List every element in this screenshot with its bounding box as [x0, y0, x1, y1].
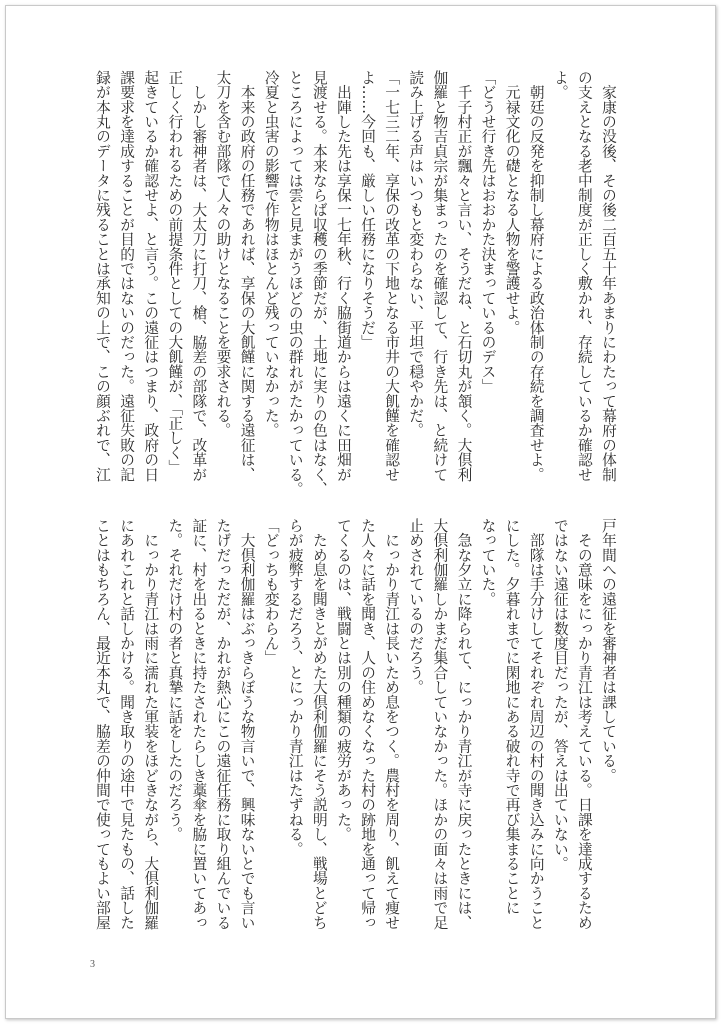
- text-line: 家康の没後、その後二百五十年あまりにわたって幕府の体制: [600, 70, 617, 482]
- text-line: しかし審神者は、大太刀に打刀、槍、脇差の部隊で、改革が: [190, 70, 208, 482]
- text-line: の支えとなる老中制度が正しく敷かれ、存続しているか確認せ: [575, 70, 593, 482]
- text-line: 「どうせ行き先はおおかた決まっているのデス」: [479, 70, 497, 394]
- text-line: 大倶利伽羅はぶっきらぼうな物言いで、興味ないとでも言い: [238, 518, 256, 930]
- text-line: 本来の政府の任務であれば、享保の大飢饉に関する遠征は、: [238, 70, 256, 482]
- text-line: 「一七三二年、享保の改革の下地となる市井の大飢饉を確認せ: [383, 70, 401, 482]
- text-line: 伽羅と物吉貞宗が集まったのを確認して、行き先は、と続けて: [431, 70, 449, 482]
- text-line: よ。: [551, 70, 569, 100]
- text-line: 朝廷の反発を抑制し幕府による政治体制の存続を調査せよ。: [527, 70, 545, 482]
- text-line: 「どっちも変わらん」: [262, 518, 280, 665]
- text-line: らが疲弊するだろう、とにっかり青江はたずねる。: [286, 518, 304, 857]
- text-line: ではない遠征は数度目だったが、答えは出ていない。: [551, 518, 569, 871]
- text-block-top: [90, 70, 620, 502]
- page: [5, 5, 716, 1019]
- text-line: 急な夕立に降られて、にっかり青江が寺に戻ったときには、: [455, 518, 473, 930]
- text-line: よ……今回も、厳しい任務になりそうだ」: [359, 70, 377, 350]
- text-line: にあれこれと話しかける。聞き取りの途中で見たもの、話した: [118, 518, 136, 930]
- text-line: たげだっただが、かれが熱心にこの遠征任務に取り組んでいる: [214, 518, 232, 930]
- text-line: ため息を聞きとがめた大倶利伽羅にそう説明し、戦場とどち: [310, 518, 328, 930]
- text-block-bottom: [90, 518, 620, 950]
- text-line: 起きているか確認せよ、と言う。この遠征はつまり、政府の日: [142, 70, 160, 482]
- text-line: 部隊は手分けしてそれぞれ周辺の村の聞き込みに向かうこと: [527, 518, 545, 930]
- text-line: た人々に話を聞き、人の住めなくなった村の跡地を通って帰っ: [359, 518, 377, 930]
- text-line: 見渡せる。本来ならば収穫の季節だが、土地に実りの色はなく、: [310, 70, 328, 497]
- text-line: 戸年間への遠征を審神者は課している。: [600, 518, 617, 783]
- page-number: 3: [90, 959, 95, 970]
- text-line: 止めされているのだろう。: [407, 518, 425, 695]
- text-line: 課要求を達成することが目的ではないのだった。遠征失敗の記: [118, 70, 136, 482]
- text-line: 太刀を含む部隊で人々の助けとなることを要求される。: [214, 70, 232, 438]
- text-line: 録が本丸のデータに残ることは承知の上で、この顔ぶれで、江: [94, 70, 112, 482]
- text-line: 大倶利伽羅しかまだ集合していなかった。ほかの面々は雨で足: [431, 518, 449, 930]
- text-line: てくるのは、戦闘とは別の種類の疲労があった。: [334, 518, 352, 842]
- text-line: た。それだけ村の者と真摯に話をしたのだろう。: [166, 518, 184, 842]
- text-line: 正しく行われるための前提条件としての大飢饉が、「正しく」: [166, 70, 184, 475]
- text-line: ところによっては雲と見まがうほどの虫の群れがたかっている。: [286, 70, 304, 497]
- text-line: にっかり青江は雨に濡れた軍装をほどきながら、大倶利伽羅: [142, 518, 160, 930]
- text-line: 冷夏と虫害の影響で作物はほとんど残っていなかった。: [262, 70, 280, 438]
- text-line: にした。夕暮れまでに閑地にある破れ寺で再び集まることに: [503, 518, 521, 915]
- text-line: その意味をにっかり青江は考えている。日課を達成するため: [575, 518, 593, 930]
- text-line: 出陣した先は享保一七年秋、行く脇街道からは遠くに田畑が: [334, 70, 352, 482]
- text-line: 元禄文化の礎となる人物を警護せよ。: [503, 70, 521, 335]
- text-line: 読み上げる声はいつもと変わらない、平坦で穏やかだ。: [407, 70, 425, 438]
- text-line: ことはもちろん、最近本丸で、脇差の仲間で使ってもよい部屋: [94, 518, 112, 930]
- text-line: 証に、村を出るときに持たされたらしき藁傘を脇に置いてあっ: [190, 518, 208, 930]
- text-line: 千子村正が飄々と言い、そうだね、と石切丸が頷く。大倶利: [455, 70, 473, 482]
- text-line: にっかり青江は長いため息をつく。農村を周り、飢えて痩せ: [383, 518, 401, 930]
- text-line: なっていた。: [479, 518, 497, 607]
